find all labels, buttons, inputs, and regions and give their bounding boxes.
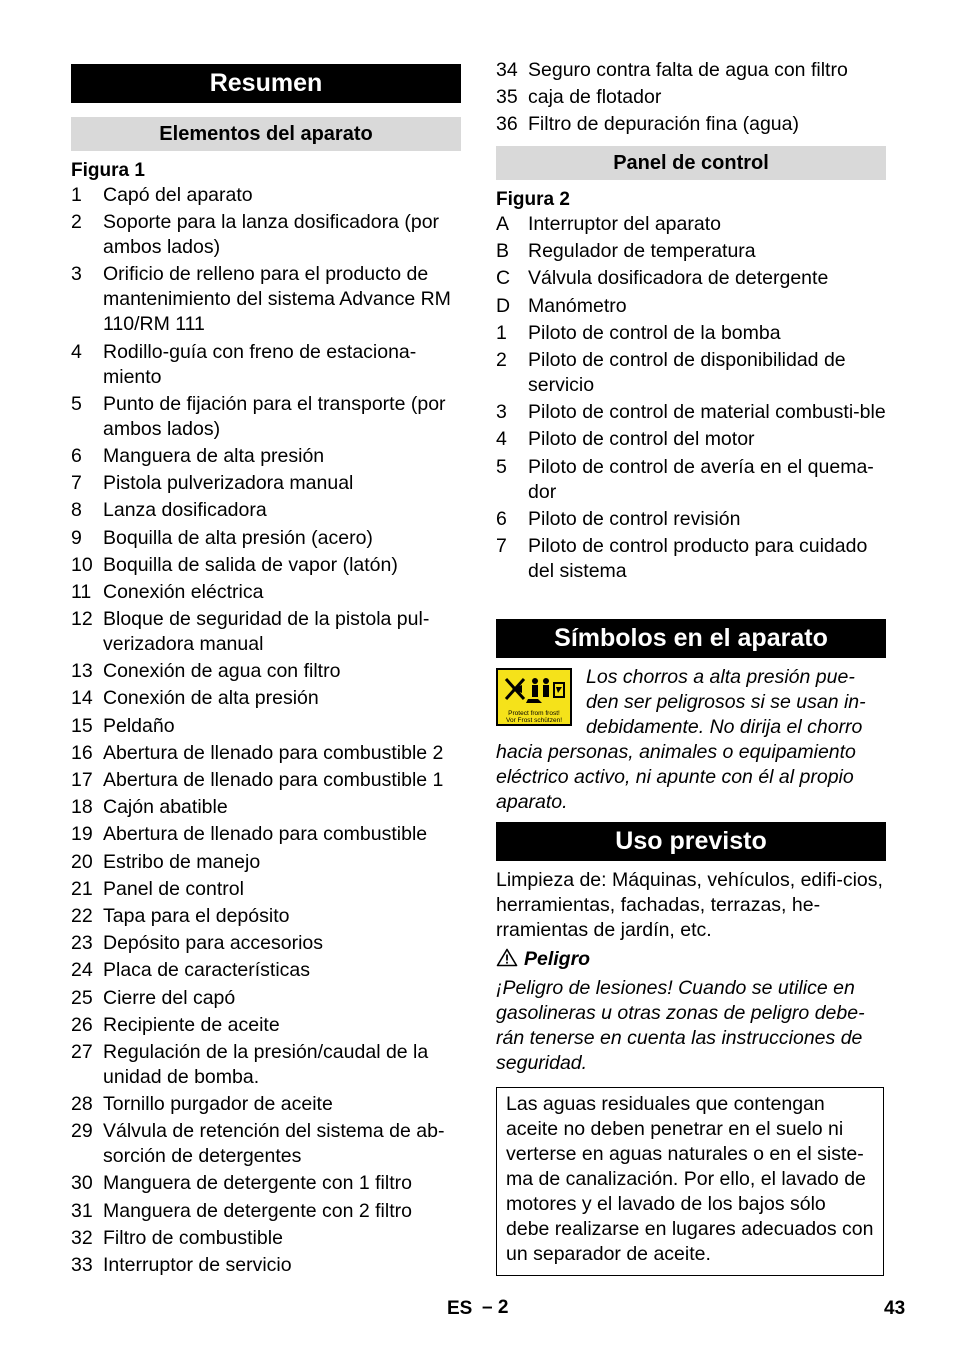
list-item: [71, 183, 461, 208]
panel-control-list: [496, 212, 886, 586]
item-text: Peldaño: [103, 714, 175, 737]
list-item: [71, 210, 461, 260]
subsection-title-elementos: Elementos del aparato: [71, 117, 461, 151]
list-item: [71, 659, 461, 684]
item-number: 25: [71, 986, 93, 1009]
list-item: [496, 294, 886, 319]
item-text: Lanza dosificadora: [103, 499, 267, 522]
list-item: [71, 607, 461, 657]
item-number: 30: [71, 1172, 93, 1195]
item-text: Interruptor del aparato: [528, 213, 721, 235]
list-item: [71, 1253, 461, 1278]
item-text: Abertura de llenado para combustible: [103, 823, 428, 846]
item-text: Piloto de control de avería en el quema-dor: [528, 455, 874, 503]
item-number: 2: [496, 348, 507, 371]
item-text: Conexión de alta presión: [103, 687, 319, 710]
item-text: Panel de control: [103, 877, 244, 900]
list-item: [496, 534, 886, 584]
item-text: Bloque de seguridad de la pistola pul-verizadora manual: [103, 608, 430, 656]
subsection-title-panel: Panel de control: [496, 146, 886, 180]
item-text: Punto de fijación para el transporte (por ambos lados): [103, 392, 446, 440]
item-text: Manguera de alta presión: [103, 444, 325, 467]
item-number: 1: [496, 321, 507, 344]
item-number: 23: [71, 932, 93, 955]
item-text: Manguera de detergente con 2 filtro: [103, 1199, 412, 1222]
symbols-text: Los chorros a alta presión pue-den ser peligrosos si se usan in-debidamente. No dirija el chorro hacia personas, animales o equipamiento eléctrico activo, ni apunte con él al propio aparato.: [496, 666, 866, 813]
item-number: B: [496, 240, 510, 263]
item-number: 4: [71, 340, 82, 363]
footer-lang: ES: [447, 1298, 473, 1319]
item-text: Válvula dosificadora de detergente: [528, 267, 829, 290]
item-text: Filtro de combustible: [103, 1226, 283, 1249]
item-text: Cajón abatible: [103, 796, 228, 819]
item-text: Soporte para la lanza dosificadora (por ambos lados): [103, 211, 440, 259]
list-item: [71, 392, 461, 442]
list-item: [71, 553, 461, 578]
footer-section: – 2: [482, 1297, 509, 1318]
list-item: [71, 958, 461, 983]
list-item: [71, 741, 461, 766]
item-text: Conexión de agua con filtro: [103, 660, 341, 683]
use-paragraph: Limpieza de: Máquinas, vehículos, edifi-cios, herramientas, fachadas, terrazas, he-rramientas de jardín, etc.: [496, 869, 883, 941]
item-number: 19: [71, 823, 93, 846]
list-item: [71, 986, 461, 1011]
item-text: Regulación de la presión/caudal de la unidad de bomba.: [103, 1040, 429, 1088]
item-number: 21: [71, 877, 93, 900]
list-item: [71, 1013, 461, 1038]
item-text: Rodillo-guía con freno de estaciona-miento: [103, 340, 417, 388]
item-number: 22: [71, 904, 93, 927]
item-text: Válvula de retención del sistema de ab-sorción de detergentes: [103, 1120, 445, 1168]
component-list: [71, 183, 461, 1280]
list-item: [71, 526, 461, 551]
item-number: 2: [71, 211, 82, 234]
item-number: 33: [71, 1254, 93, 1276]
item-text: Abertura de llenado para combustible 1: [103, 769, 444, 791]
list-item: [496, 112, 886, 137]
list-item: [71, 795, 461, 820]
item-number: 7: [71, 472, 82, 495]
item-number: 18: [71, 796, 93, 819]
list-item: [71, 1040, 461, 1090]
figure-label-2: Figura 2: [496, 189, 570, 210]
item-number: 11: [71, 580, 92, 603]
item-number: 6: [496, 507, 507, 530]
environment-note-box: [496, 1087, 884, 1276]
item-number: 5: [71, 392, 82, 415]
item-text: Orificio de relleno para el producto de mantenimiento del sistema Advance RM 110/RM 111: [103, 263, 451, 336]
list-item: [496, 321, 886, 346]
list-item: [71, 498, 461, 523]
list-item: [71, 1199, 461, 1224]
figure-label-1: Figura 1: [71, 160, 145, 181]
warning-triangle-icon: [496, 948, 518, 967]
item-number: 27: [71, 1040, 93, 1063]
list-item: [71, 850, 461, 875]
item-number: 5: [496, 455, 507, 478]
list-item: [496, 58, 886, 83]
item-number: 14: [71, 687, 93, 710]
list-item: [71, 904, 461, 929]
item-text: Piloto de control del motor: [528, 428, 755, 451]
item-text: Manómetro: [528, 294, 627, 317]
symbols-paragraph: [496, 665, 886, 815]
item-text: Boquilla de alta presión (acero): [103, 526, 373, 549]
item-number: 15: [71, 714, 93, 737]
item-number: 7: [496, 534, 507, 557]
section-title-simbolos: Símbolos en el aparato: [496, 619, 886, 658]
danger-label: Peligro: [524, 948, 591, 970]
list-item: [71, 768, 461, 793]
item-text: caja de flotador: [528, 86, 662, 109]
high-pressure-warning-icon: [496, 668, 572, 726]
item-text: Tornillo purgador de aceite: [103, 1093, 333, 1116]
list-item: [496, 455, 886, 505]
environment-note-text: Las aguas residuales que contengan aceite no deben penetrar en el suelo ni verterse en aguas naturales o en el siste-ma de canalización. Por ello, el lavado de motores y el lavado de los bajos sólo debe realizarse en lugares adecuados con un separador de aceite.: [506, 1093, 874, 1265]
list-item: [71, 822, 461, 847]
item-text: Tapa para el depósito: [103, 904, 290, 927]
list-item: [496, 212, 886, 237]
item-text: Recipiente de aceite: [103, 1013, 280, 1036]
item-number: 9: [71, 526, 82, 549]
item-number: 4: [496, 428, 507, 451]
item-text: Seguro contra falta de agua con filtro: [528, 59, 848, 81]
item-text: Abertura de llenado para combustible 2: [103, 741, 444, 764]
item-text: Piloto de control de la bomba: [528, 321, 781, 344]
item-text: Piloto de control producto para cuidado del sistema: [528, 534, 868, 582]
list-item: [496, 239, 886, 264]
item-text: Cierre del capó: [103, 986, 236, 1009]
item-text: Filtro de depuración fina (agua): [528, 113, 799, 136]
item-number: 17: [71, 769, 93, 791]
item-number: 13: [71, 660, 93, 683]
item-number: 29: [71, 1120, 93, 1143]
list-item: [71, 931, 461, 956]
item-text: Capó del aparato: [103, 184, 253, 206]
item-text: Pistola pulverizadora manual: [103, 472, 354, 495]
list-item: [496, 400, 886, 425]
item-text: Piloto de control de disponibilidad de servicio: [528, 348, 846, 396]
symbol-label-2: Vor Frost schützen!: [506, 717, 562, 724]
item-number: 1: [71, 184, 82, 206]
item-text: Piloto de control revisión: [528, 507, 741, 530]
list-item: [71, 580, 461, 605]
item-number: 10: [71, 553, 93, 576]
list-item: [496, 507, 886, 532]
item-number: 34: [496, 59, 518, 81]
item-text: Depósito para accesorios: [103, 932, 324, 955]
section-title-resumen: Resumen: [71, 64, 461, 103]
item-number: 3: [71, 263, 82, 286]
item-number: 8: [71, 499, 82, 522]
item-number: 12: [71, 608, 93, 631]
item-number: 3: [496, 401, 507, 424]
item-text: Placa de características: [103, 959, 311, 982]
item-number: C: [496, 267, 511, 290]
list-item: [496, 427, 886, 452]
list-item: [71, 714, 461, 739]
list-item: [71, 1226, 461, 1251]
symbol-label-1: Protect from frost!: [508, 710, 560, 717]
item-number: 35: [496, 86, 518, 109]
danger-paragraph: ¡Peligro de lesiones! Cuando se utilice en gasolineras u otras zonas de peligro debe-rán tenerse en cuenta las instrucciones de seguridad.: [496, 977, 865, 1074]
list-item: [71, 686, 461, 711]
item-number: 26: [71, 1013, 93, 1036]
item-number: 16: [71, 741, 93, 764]
item-text: Regulador de temperatura: [528, 240, 756, 263]
item-text: Piloto de control de material combusti-ble: [528, 401, 886, 424]
list-item: [71, 471, 461, 496]
item-number: 28: [71, 1093, 93, 1116]
item-number: D: [496, 294, 511, 317]
item-number: 6: [71, 444, 82, 467]
list-item: [71, 1119, 461, 1169]
list-item: [496, 85, 886, 110]
item-number: 36: [496, 113, 518, 136]
item-text: Interruptor de servicio: [103, 1254, 292, 1276]
list-item: [496, 266, 886, 291]
list-item: [71, 262, 461, 337]
item-text: Estribo de manejo: [103, 850, 261, 873]
danger-heading: [496, 947, 590, 972]
item-number: 31: [71, 1199, 93, 1222]
section-title-uso: Uso previsto: [496, 822, 886, 861]
list-item: [71, 1092, 461, 1117]
list-item: [71, 340, 461, 390]
component-list-continued: [496, 58, 886, 140]
item-number: 32: [71, 1226, 93, 1249]
list-item: [71, 1171, 461, 1196]
item-number: A: [496, 213, 510, 235]
footer-page-number: 43: [884, 1298, 906, 1319]
item-number: 24: [71, 959, 93, 982]
item-text: Boquilla de salida de vapor (latón): [103, 553, 398, 576]
list-item: [496, 348, 886, 398]
item-text: Manguera de detergente con 1 filtro: [103, 1172, 412, 1195]
list-item: [71, 444, 461, 469]
item-text: Conexión eléctrica: [103, 580, 264, 603]
item-number: 20: [71, 850, 93, 873]
list-item: [71, 877, 461, 902]
